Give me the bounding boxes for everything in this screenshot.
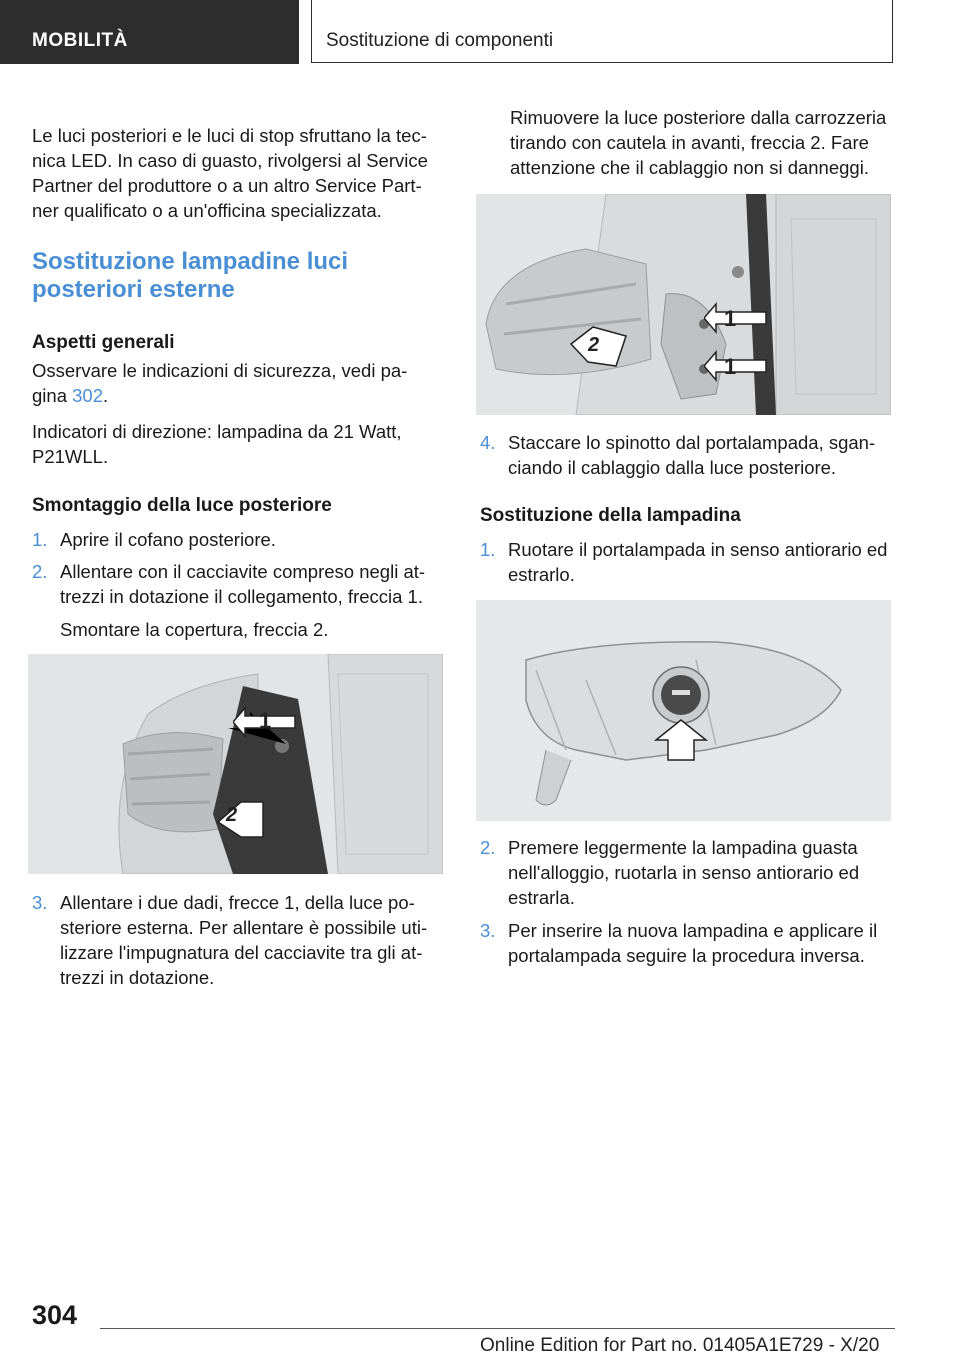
callout-label: 1	[259, 708, 272, 733]
page-link[interactable]: 302	[72, 385, 103, 406]
text-line: Partner del produttore o a un altro Service Part-	[32, 175, 422, 196]
callout-label: 1	[724, 306, 737, 331]
footer-rule	[100, 1328, 895, 1329]
list-item	[480, 537, 900, 587]
text-span: gina	[32, 385, 73, 406]
figure-bulb-holder	[476, 600, 891, 821]
text-line: ner qualificato o a un'officina specializzata.	[32, 200, 382, 221]
step-text: Allentare i due dadi, frecce 1, della luce po-	[60, 892, 415, 913]
step-text: Per inserire la nuova lampadina e applicare il	[508, 920, 878, 941]
indicators-paragraph	[32, 419, 447, 469]
step-text: Ruotare il portalampada in senso antiorario ed	[508, 539, 888, 560]
text-line: Le luci posteriori e le luci di stop sfruttano la tec-	[32, 125, 427, 146]
step-text: portalampada seguire la procedura inversa.	[508, 945, 865, 966]
text-line: attenzione che il cablaggio non si danneggi.	[510, 157, 869, 178]
removal-title: Smontaggio della luce posteriore	[32, 495, 332, 516]
section-heading	[32, 248, 348, 304]
step-text: nell'alloggio, ruotarla in senso antiorario ed	[508, 862, 860, 883]
text-line	[32, 383, 447, 408]
step-number: 4.	[480, 432, 496, 453]
step-text: Premere leggermente la lampadina guasta	[508, 837, 858, 858]
step-text: lizzare l'impugnatura del cacciavite tra gli at-	[60, 942, 423, 963]
callout-label: 2	[226, 804, 238, 826]
arrow-1-icon	[704, 298, 774, 338]
removal-paragraph	[510, 105, 900, 180]
step-text: Staccare lo spinotto dal portalampada, sgan-	[508, 432, 876, 453]
step-text: Allentare con il cacciavite compreso negli at-	[60, 561, 426, 582]
text-line: nica LED. In caso di guasto, rivolgersi al Service	[32, 150, 428, 171]
chapter-title: Sostituzione di componenti	[326, 30, 554, 51]
heading-line: posteriori esterne	[32, 276, 235, 303]
section-tab	[0, 0, 299, 64]
step-number: 3.	[480, 920, 496, 941]
text-span: .	[103, 385, 109, 406]
taillight-illustration	[476, 194, 891, 415]
text-line: Indicatori di direzione: lampadina da 21 Watt,	[32, 421, 402, 442]
step-number: 1.	[480, 539, 496, 560]
list-item	[480, 918, 900, 968]
step-text: trezzi in dotazione.	[60, 967, 215, 988]
list-item	[32, 559, 447, 609]
intro-paragraph	[32, 123, 447, 223]
step-text: estrarla.	[508, 887, 575, 908]
list-item	[480, 430, 900, 480]
arrow-2-icon	[213, 797, 273, 847]
general-paragraph	[32, 358, 447, 408]
step-number: 2.	[32, 561, 48, 582]
replace-title: Sostituzione della lampadina	[480, 505, 741, 526]
figure-taillight-removal	[476, 194, 891, 415]
section-title: MOBILITÀ	[32, 30, 128, 51]
heading-line: Sostituzione lampadine luci	[32, 248, 349, 275]
text-line: P21WLL.	[32, 446, 109, 467]
footer-text: Online Edition for Part no. 01405A1E729 - X/20	[480, 1335, 880, 1356]
text-line: Rimuovere la luce posteriore dalla carrozzeria	[510, 107, 887, 128]
figure-cover-removal	[28, 654, 443, 874]
callout-label: 2	[588, 334, 600, 356]
bulb-holder-illustration	[476, 600, 891, 821]
general-title: Aspetti generali	[32, 332, 175, 353]
text-line: tirando con cautela in avanti, freccia 2. Fare	[510, 132, 869, 153]
page-number: 304	[32, 1300, 78, 1330]
step-text: steriore esterna. Per allentare è possibile uti-	[60, 917, 428, 938]
step-number: 3.	[32, 892, 48, 913]
step-text: ciando il cablaggio dalla luce posteriore.	[508, 457, 837, 478]
step-number: 2.	[480, 837, 496, 858]
step-text: estrarlo.	[508, 564, 575, 585]
chapter-tab	[311, 0, 893, 63]
callout-label: 1	[724, 354, 737, 379]
text-line: Osservare le indicazioni di sicurezza, vedi pa-	[32, 360, 408, 381]
step-number: 1.	[32, 529, 48, 550]
arrow-1-icon	[704, 346, 774, 386]
list-item	[32, 890, 452, 990]
list-item	[480, 835, 900, 910]
step-note: Smontare la copertura, freccia 2.	[60, 619, 329, 640]
step-text: trezzi in dotazione il collegamento, freccia 1.	[60, 586, 423, 607]
step-text: Aprire il cofano posteriore.	[60, 529, 276, 550]
